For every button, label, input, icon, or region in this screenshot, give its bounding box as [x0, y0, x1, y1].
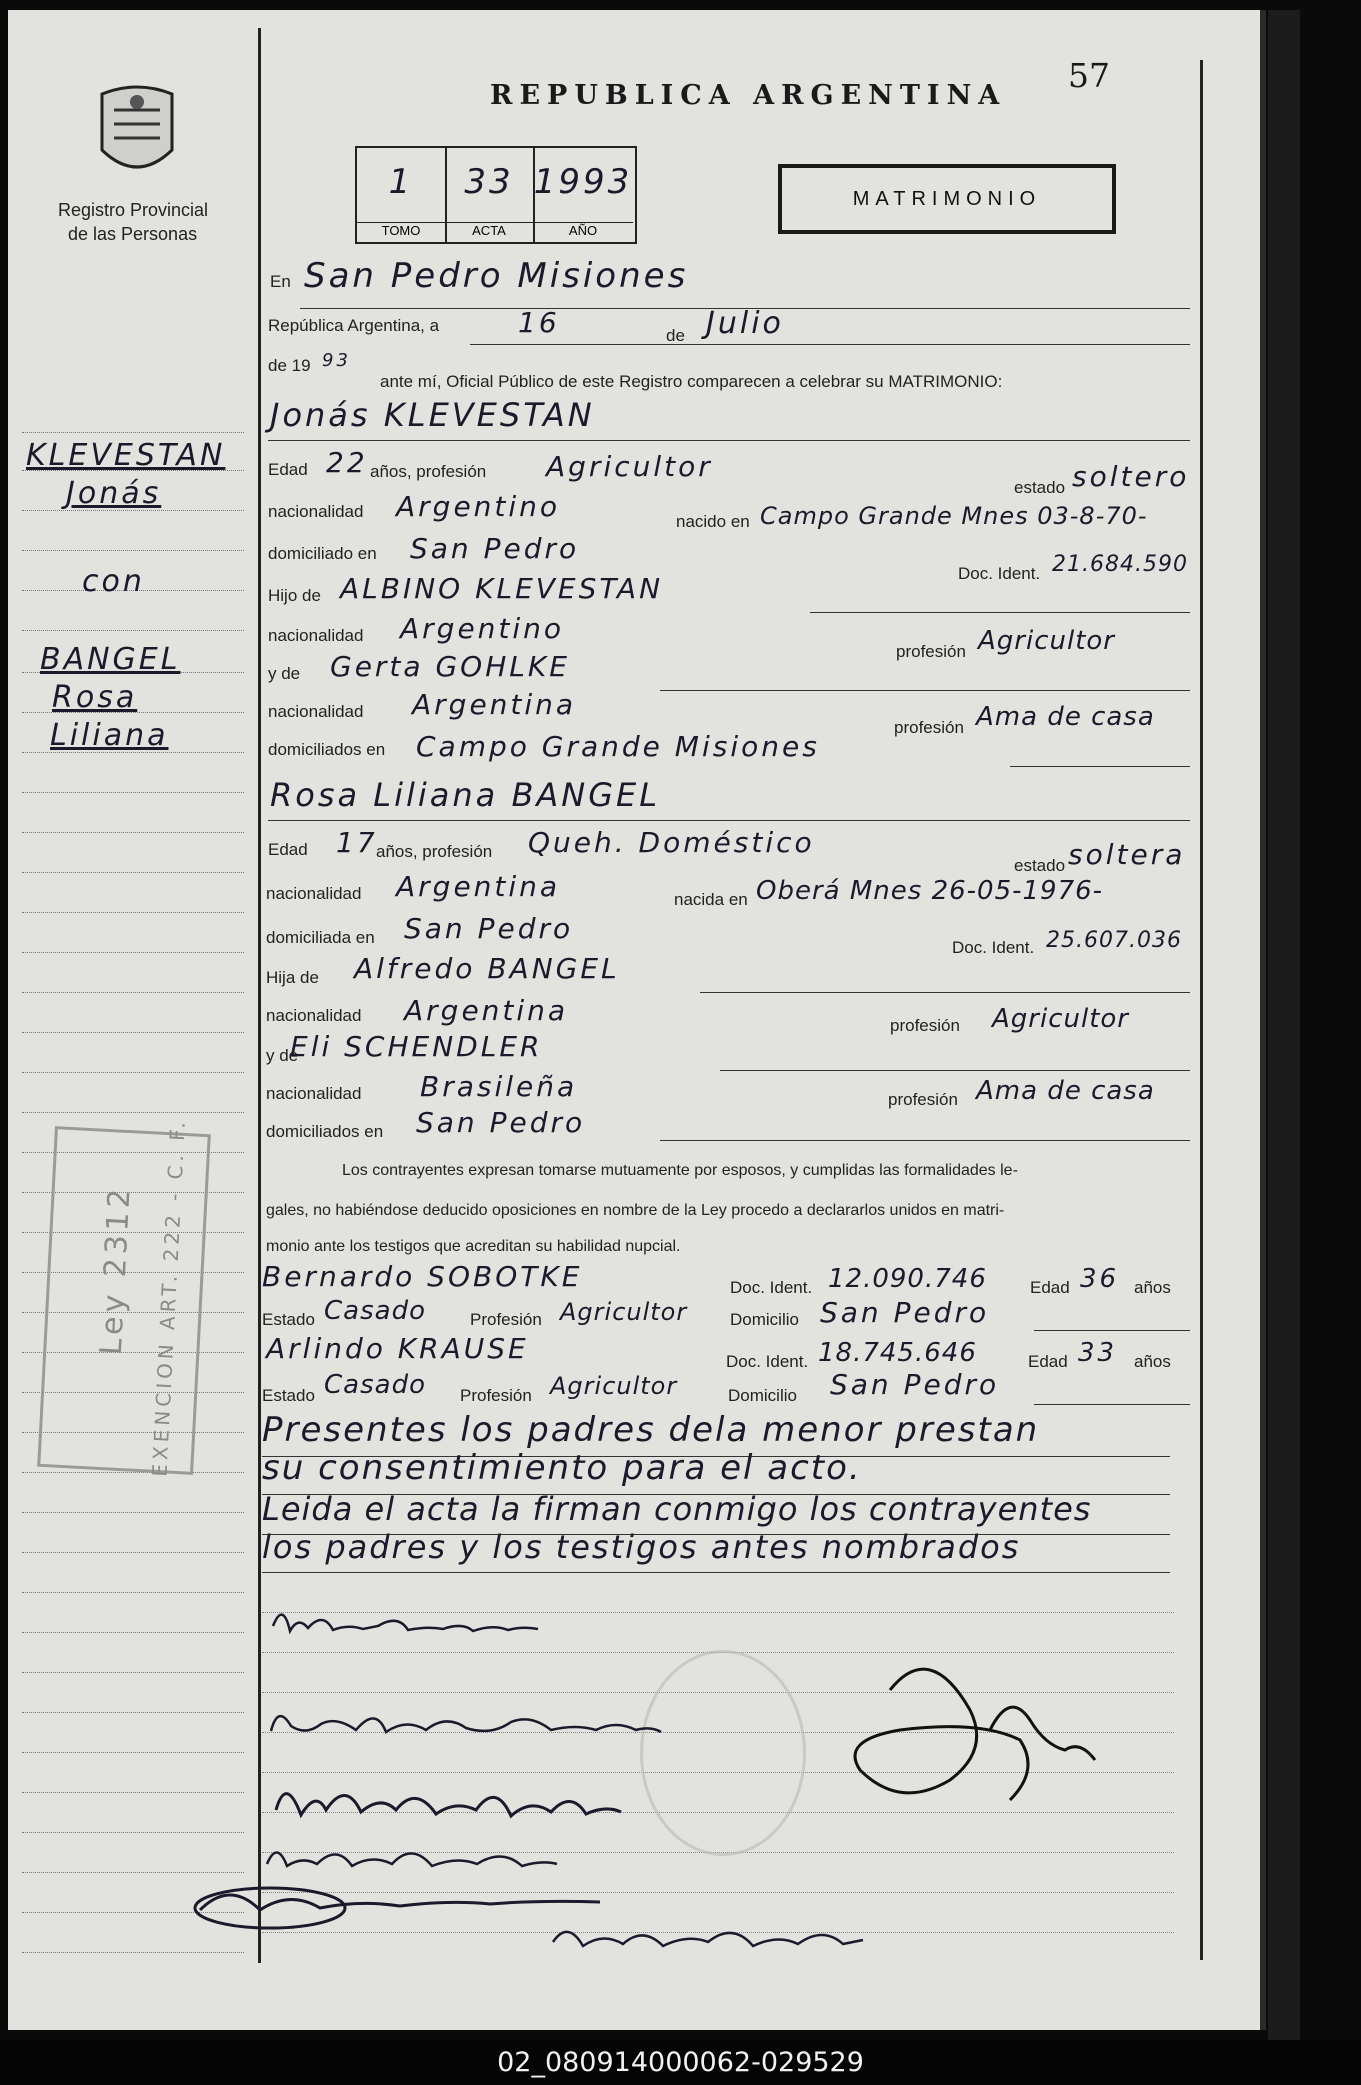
groom-label-domiciliados: domiciliados en [268, 740, 386, 759]
witness1-label-profesion: Profesión [470, 1310, 542, 1329]
witness1-label-edad: Edad [1030, 1278, 1070, 1297]
bride-father-label-prof: profesión [890, 1016, 960, 1035]
groom-label-edad: Edad [268, 460, 308, 479]
record-reference-box [355, 146, 637, 244]
acta-label: ACTA [445, 222, 533, 238]
margin-bride-name2: Liliana [50, 718, 169, 753]
date-month: Julio [706, 306, 784, 341]
bride-mother-label-prof: profesión [888, 1090, 958, 1109]
groom-father-nationality: Argentino [400, 612, 565, 645]
anio-value: 1993 [533, 162, 633, 202]
groom-civil-status: soltero [1072, 460, 1190, 493]
record-type-box: MATRIMONIO [778, 164, 1116, 234]
witness2-label-domicilio: Domicilio [728, 1386, 797, 1405]
stamp-exemption-text: EXENCION ART. 222 - C. F. [147, 1117, 191, 1478]
acta-value: 33 [464, 162, 514, 202]
date-day: 16 [518, 306, 560, 339]
groom-label-y-de: y de [268, 664, 301, 683]
bride-mother-nationality: Brasileña [420, 1070, 578, 1103]
witness2-doc: 18.745.646 [818, 1338, 977, 1368]
groom-parents-domicile: Campo Grande Misiones [416, 730, 820, 763]
witness2-domicile: San Pedro [830, 1368, 1000, 1401]
witness1-label-domicilio: Domicilio [730, 1310, 799, 1329]
witness2-profession: Agricultor [550, 1372, 678, 1400]
registry-label-line1: Registro Provincial [58, 200, 209, 220]
bride-civil-status: soltera [1068, 838, 1186, 871]
tomo-cell [357, 148, 447, 242]
groom-label-nacionalidad: nacionalidad [268, 502, 364, 521]
signature-bride [266, 1696, 666, 1756]
groom-label-doc: Doc. Ident. [958, 564, 1041, 583]
bride-label-y-de: y de [266, 1046, 299, 1065]
groom-father-label-prof: profesión [896, 642, 966, 661]
bride-father-nationality: Argentina [404, 994, 569, 1027]
margin-bride-surname: BANGEL [40, 642, 181, 677]
groom-mother-label-nac: nacionalidad [268, 702, 364, 721]
groom-full-name: Jonás KLEVESTAN [270, 396, 595, 434]
bride-label-nacionalidad: nacionalidad [266, 884, 362, 903]
bride-label-doc: Doc. Ident. [952, 938, 1035, 957]
witness1-domicile: San Pedro [820, 1296, 990, 1329]
intro-text: ante mí, Oficial Público de este Registro comparecen a celebrar su MATRIMONIO: [380, 372, 1003, 391]
witness2-label-estado: Estado [262, 1386, 315, 1405]
bride-label-edad: Edad [268, 840, 308, 859]
anio-label: AÑO [533, 222, 633, 238]
misiones-seal-icon [92, 80, 182, 184]
bride-label-estado: estado [1014, 856, 1066, 875]
bride-full-name: Rosa Liliana BANGEL [270, 776, 661, 814]
declaration-line3: monio ante los testigos que acreditan su habilidad nupcial. [266, 1238, 681, 1255]
label-en: En [270, 272, 291, 291]
witness2-label-anios: años [1134, 1352, 1171, 1371]
groom-nationality: Argentino [396, 490, 561, 523]
groom-label-nacido: nacido en [676, 512, 750, 531]
note-line-4: los padres y los testigos antes nombrados [262, 1528, 1021, 1566]
bride-mother: Eli SCHENDLER [290, 1030, 543, 1063]
signature-bride-father [266, 1770, 626, 1840]
file-id-footer: 02_080914000062-029529 [0, 2040, 1361, 2085]
witness2-label-edad: Edad [1028, 1352, 1068, 1371]
witness1-label-doc: Doc. Ident. [730, 1278, 813, 1297]
groom-age: 22 [326, 446, 368, 479]
declaration-line1: Los contrayentes expresan tomarse mutuamente por esposos, y cumplidas las formalidades le- [342, 1162, 1018, 1179]
margin-connector: con [82, 564, 145, 599]
groom-mother-label-prof: profesión [894, 718, 964, 737]
witness2-label-doc: Doc. Ident. [726, 1352, 809, 1371]
bride-father-label-nac: nacionalidad [266, 1006, 362, 1025]
tomo-label: TOMO [357, 222, 445, 238]
bride-doc: 25.607.036 [1046, 928, 1182, 953]
bride-domicile: San Pedro [404, 912, 574, 945]
witness1-age: 36 [1080, 1264, 1120, 1294]
signature-witness1 [190, 1870, 610, 1940]
groom-mother: Gerta GOHLKE [330, 650, 570, 683]
signature-witness2 [548, 1912, 868, 1962]
groom-label-anios-profesion: años, profesión [370, 462, 487, 481]
label-year-prefix: de 19 [268, 356, 311, 375]
date-year-suffix: 93 [322, 350, 351, 371]
groom-father-label-nac: nacionalidad [268, 626, 364, 645]
groom-label-estado: estado [1014, 478, 1066, 497]
witness1-civil-status: Casado [324, 1296, 426, 1326]
bride-mother-profession: Ama de casa [976, 1076, 1155, 1106]
bride-parents-domicile: San Pedro [416, 1106, 586, 1139]
left-column-divider [258, 28, 261, 1963]
bride-mother-label-nac: nacionalidad [266, 1084, 362, 1103]
witness2-label-profesion: Profesión [460, 1386, 532, 1405]
margin-bride-name1: Rosa [52, 680, 138, 715]
groom-mother-profession: Ama de casa [976, 702, 1155, 732]
witness1-name: Bernardo SOBOTKE [262, 1260, 583, 1293]
bride-father: Alfredo BANGEL [354, 952, 620, 985]
bride-birthplace: Oberá Mnes 26-05-1976- [756, 876, 1104, 906]
bride-profession: Queh. Doméstico [528, 826, 815, 859]
note-line-1: Presentes los padres dela menor prestan [262, 1410, 1040, 1450]
bride-label-nacida: nacida en [674, 890, 748, 909]
acta-cell [445, 148, 535, 242]
witness2-name: Arlindo KRAUSE [266, 1332, 529, 1365]
tax-exemption-stamp [37, 1117, 211, 1478]
witness1-label-estado: Estado [262, 1310, 315, 1329]
signature-groom [268, 1596, 548, 1646]
groom-profession: Agricultor [546, 450, 713, 483]
bride-nationality: Argentina [396, 870, 561, 903]
groom-birthplace: Campo Grande Mnes 03-8-70- [760, 502, 1148, 530]
bride-label-domiciliada: domiciliada en [266, 928, 375, 947]
groom-father-profession: Agricultor [978, 626, 1115, 656]
witness2-age: 33 [1078, 1338, 1118, 1368]
groom-father: ALBINO KLEVESTAN [340, 572, 664, 605]
witness1-profession: Agricultor [560, 1298, 688, 1326]
bride-label-hija: Hija de [266, 968, 319, 987]
note-line-2: su consentimiento para el acto. [262, 1448, 862, 1488]
bride-father-profession: Agricultor [992, 1004, 1129, 1034]
declaration-line2: gales, no habiéndose deducido oposiciones en nombre de la Ley procedo a declararlos unidos en matri- [266, 1202, 1005, 1219]
stamp-law-text: Ley 2312 [93, 1184, 138, 1356]
label-de-month: de [666, 326, 685, 345]
margin-groom-surname: KLEVESTAN [26, 438, 226, 473]
witness2-civil-status: Casado [324, 1370, 426, 1400]
registry-label-line2: de las Personas [68, 224, 198, 244]
right-margin-line [1200, 60, 1203, 1960]
page-number: 57 [1068, 56, 1110, 95]
groom-label-domiciliado: domiciliado en [268, 544, 377, 563]
witness1-doc: 12.090.746 [828, 1264, 987, 1294]
groom-doc: 21.684.590 [1052, 552, 1188, 577]
signature-official [840, 1650, 1100, 1820]
bride-age: 17 [336, 826, 378, 859]
label-republica: República Argentina, a [268, 316, 440, 335]
margin-groom-name: Jonás [66, 476, 162, 511]
note-line-3: Leida el acta la firman conmigo los contrayentes [262, 1490, 1092, 1528]
groom-mother-nationality: Argentina [412, 688, 577, 721]
tomo-value: 1 [388, 162, 414, 202]
witness1-label-anios: años [1134, 1278, 1171, 1297]
bride-label-domiciliados: domiciliados en [266, 1122, 384, 1141]
country-title: REPUBLICA ARGENTINA [490, 80, 1007, 111]
book-spine [1268, 10, 1300, 2040]
bride-label-anios-profesion: años, profesión [376, 842, 493, 861]
groom-label-hijo: Hijo de [268, 586, 321, 605]
anio-cell [533, 148, 633, 242]
place-city: San Pedro Misiones [304, 256, 689, 296]
groom-domicile: San Pedro [410, 532, 580, 565]
